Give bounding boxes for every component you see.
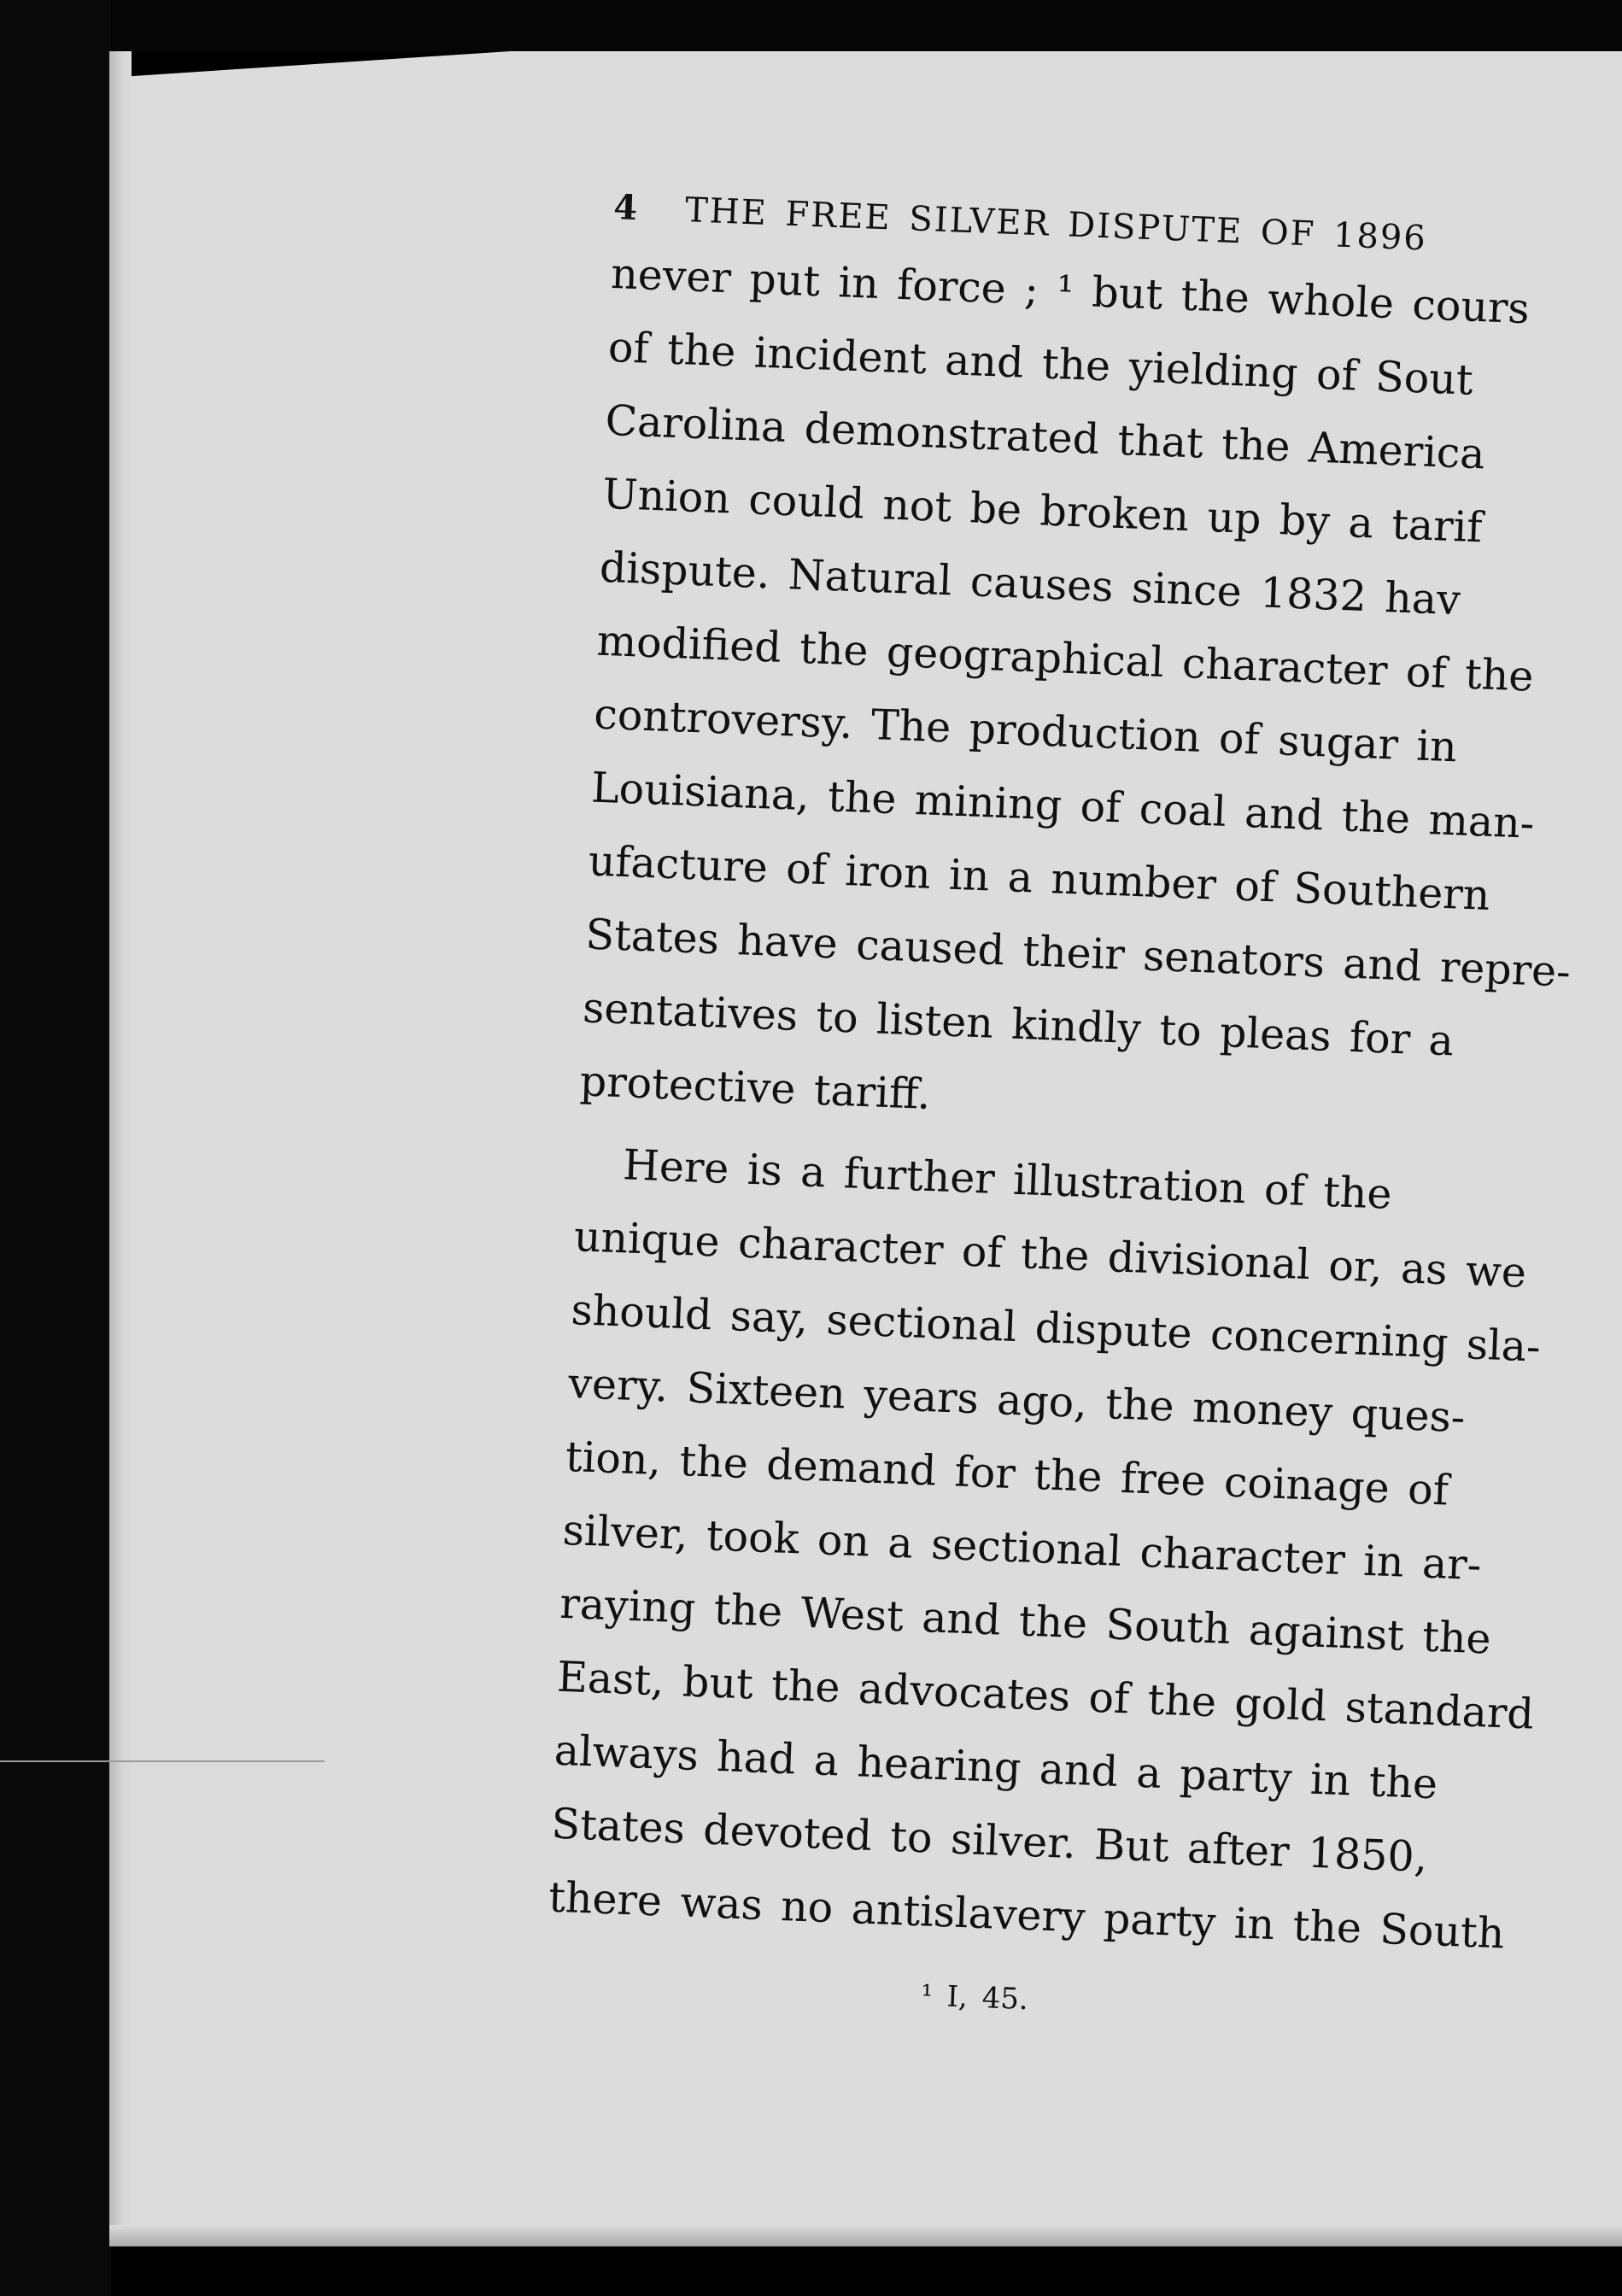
text-line: Union could not be broken up by a tarif [601,469,1484,553]
text-line: East, but the advocates of the gold standard [556,1652,1535,1739]
text-line: should say, sectional dispute concerning sla- [570,1286,1542,1372]
footnote: ¹ I, 45. [920,1978,1029,2018]
text-line: tion, the demand for the free coinage of [565,1432,1450,1515]
text-line: always had a hearing and a party in the [553,1725,1439,1809]
text-line: very. Sixteen years ago, the money ques- [567,1358,1467,1443]
scan-artifact-line [0,1760,325,1762]
text-line: Carolina demonstrated that the America [604,395,1486,479]
text-line: protective tariff. [578,1057,932,1119]
page-bottom-shadow [109,2225,1622,2246]
paragraph-2 [547,1127,1585,1973]
text-line: Louisiana, the mining of coal and the man- [590,763,1536,848]
scan-border-top [0,0,1622,51]
text-line: modified the geographical character of the [595,616,1535,701]
text-line: sentatives to listen kindly to pleas for a [582,983,1455,1066]
text-line: of the incident and the yielding of Sout [606,322,1474,405]
text-line: controversy. The production of sugar in [593,689,1458,772]
text-line: States devoted to silver. But after 1850, [550,1799,1429,1882]
text-line: States have caused their senators and repre- [584,910,1572,997]
text-line: dispute. Natural causes since 1832 hav [599,542,1461,625]
text-line: unique character of the divisional or, as we [572,1212,1527,1297]
running-title: THE FREE SILVER DISPUTE OF 1896 [684,190,1428,259]
text-line: there was no antislavery party in the South [547,1872,1506,1959]
page-text [544,171,1622,2057]
text-line: raying the West and the South against the [559,1578,1492,1664]
scan-border-left [0,0,111,2296]
text-line: silver, took on a sectional character in ar- [561,1505,1483,1590]
page-number: 4 [612,186,641,229]
text-line: ufacture of iron in a number of Southern [587,836,1491,920]
page-gutter-shadow [109,51,132,2246]
text-line: never put in force ; ¹ but the whole cours [610,249,1531,334]
text-line: Here is a further illustration of the [622,1140,1393,1219]
paragraph-1 [578,237,1619,1157]
